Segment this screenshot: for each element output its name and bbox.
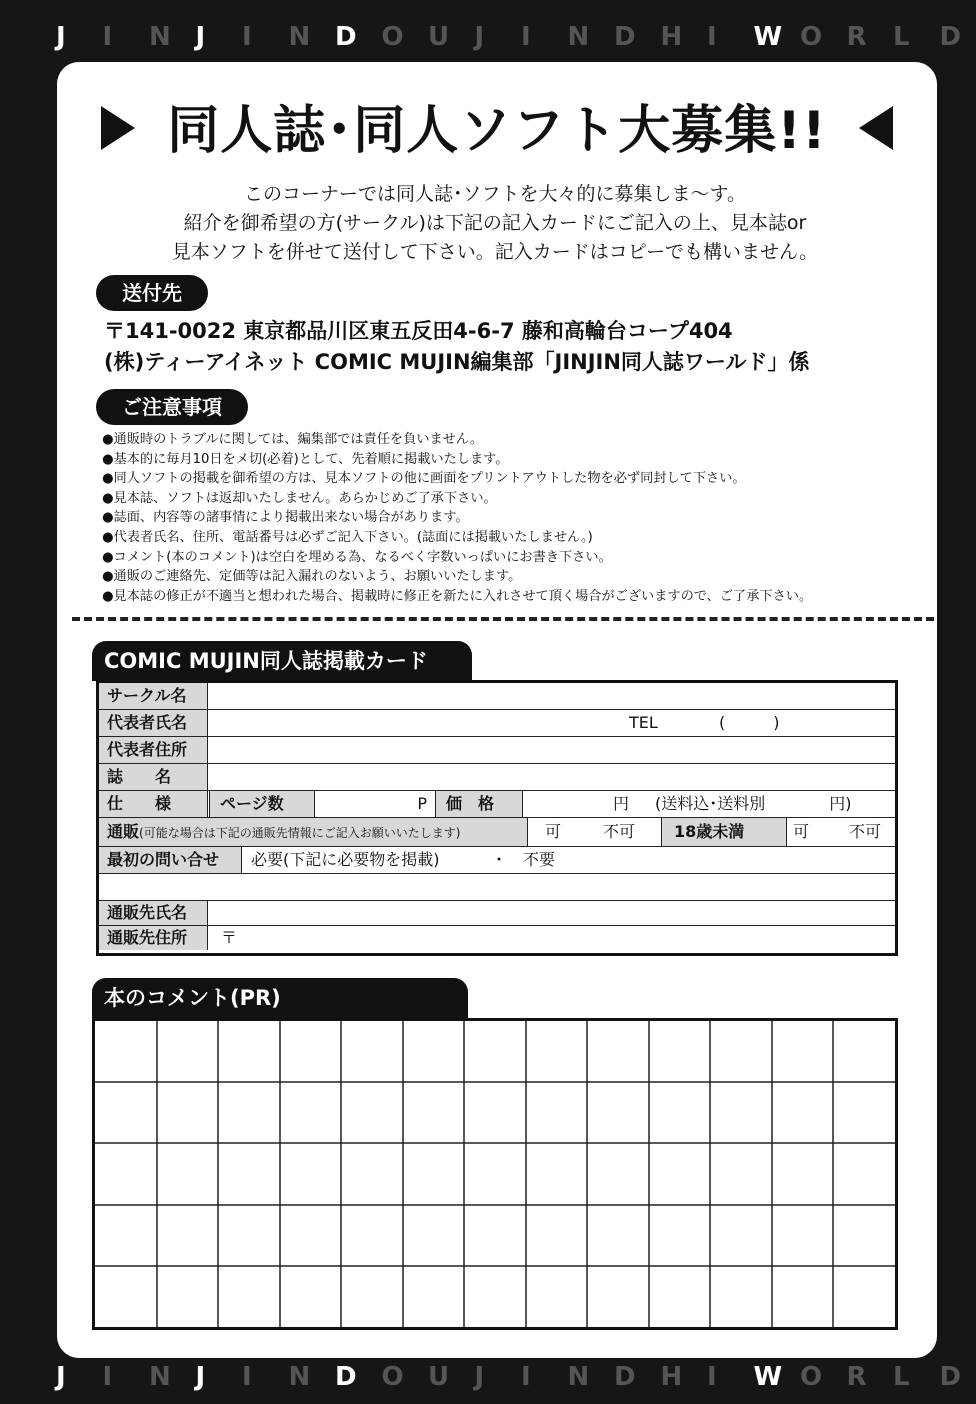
magazine-label: 誌 名: [99, 764, 208, 790]
band-letter: J: [474, 1362, 485, 1392]
entry-card: [96, 680, 898, 956]
band-letter: J: [56, 1362, 66, 1392]
not-required-option[interactable]: 不要: [523, 850, 556, 869]
comment-grid-lines: [95, 1021, 895, 1327]
card-title: COMIC MUJIN同人誌掲載カード: [92, 641, 472, 681]
intro-line: 紹介を御希望の方(サークル)は下記の記入カードにご記入の上、見本誌or: [183, 212, 807, 234]
circle-field[interactable]: [211, 683, 895, 709]
band-letter: I: [242, 22, 252, 52]
mailorder-ok[interactable]: 可: [545, 822, 562, 841]
band-letter: I: [707, 22, 717, 52]
band-letter: U: [428, 22, 450, 52]
band-letter: N: [288, 1362, 311, 1392]
intro-line: 見本ソフトを併せて送付して下さい。記入カードはコピーでも構いません。: [171, 241, 819, 263]
send-address-1: 〒141-0022 東京都品川区東五反田4-6-7 藤和高輪台コープ404: [104, 319, 733, 343]
band-letter: I: [102, 22, 113, 52]
band-letter: D: [614, 22, 636, 52]
send-label: 送付先: [96, 275, 208, 311]
rep-name-field[interactable]: [211, 710, 611, 736]
under18-ok[interactable]: 可: [793, 822, 810, 841]
band-letter: O: [800, 1362, 823, 1392]
rep-addr-field[interactable]: [211, 737, 895, 763]
arrow-right-icon: [101, 106, 135, 150]
row-magazine: [99, 764, 895, 791]
band-letter: U: [428, 1362, 450, 1392]
circle-label: サークル名: [99, 683, 208, 709]
caution-label: ご注意事項: [96, 389, 248, 425]
band-letter: D: [939, 22, 962, 52]
pages-label: ページ数: [209, 791, 315, 817]
yen-unit: 円: [612, 794, 629, 813]
arrow-left-icon: [859, 106, 893, 150]
row-rep-addr: [99, 737, 895, 764]
caution-item: ●通販時のトラブルに関しては、編集部では責任を負いません。: [102, 432, 484, 447]
mailorder-note: (可能な場合は下記の通販先情報にご記入お願いいたします): [139, 826, 461, 840]
band-letter: J: [56, 22, 66, 52]
band-letter: H: [660, 1362, 683, 1392]
footer-band: [0, 1358, 976, 1404]
caution-item: ●誌面、内容等の諸事情により掲載出来ない場合があります。: [102, 510, 469, 526]
row-mailorder: [99, 818, 895, 847]
band-letter: L: [893, 22, 910, 52]
ship-name-label: 通販先氏名: [99, 901, 208, 925]
band-letter: R: [846, 22, 867, 52]
row-free: [99, 874, 895, 901]
pages-field[interactable]: [315, 791, 427, 817]
band-letter: D: [335, 22, 357, 52]
row-ship-name: [99, 901, 895, 926]
under18-ng[interactable]: 不可: [849, 822, 882, 841]
row-rep-name: [99, 710, 895, 737]
ship-addr-label: 通販先住所: [99, 926, 208, 950]
row-circle: [99, 683, 895, 710]
band-letter: L: [893, 1362, 910, 1392]
price-field[interactable]: [529, 791, 629, 817]
band-letter: N: [567, 22, 590, 52]
required-items-field[interactable]: [99, 874, 895, 900]
mailorder-label: [99, 818, 528, 846]
mailorder-ng[interactable]: 不可: [603, 822, 636, 841]
caution-item: ●同人ソフトの掲載を御希望の方は、見本ソフトの他に画面をプリントアウトした物を必ず同封して下さい。: [102, 471, 746, 487]
band-letter: I: [102, 1362, 113, 1392]
mailorder-title: 通販: [107, 822, 140, 841]
band-letter: O: [800, 22, 823, 52]
band-letter: H: [660, 22, 683, 52]
band-letter: W: [753, 1362, 783, 1392]
tel-field[interactable]: ( ): [719, 713, 780, 732]
intro-text: [100, 180, 890, 267]
required-option[interactable]: 必要(下記に必要物を掲載): [251, 850, 440, 869]
ship-name-field[interactable]: [211, 901, 895, 925]
band-letter: I: [242, 1362, 252, 1392]
band-letter: J: [195, 1362, 206, 1392]
band-letter: J: [474, 22, 485, 52]
band-letter: N: [288, 22, 311, 52]
rep-name-label: 代表者氏名: [99, 710, 208, 736]
band-letter: J: [195, 22, 206, 52]
band-letter: I: [521, 1362, 531, 1392]
under18-label: 18歳未満: [661, 818, 787, 846]
caution-item: ●代表者氏名、住所、電話番号は必ずご記入下さい。(誌面には掲載いたしません。): [102, 529, 593, 545]
postal-mark: 〒: [221, 928, 238, 947]
caution-item: ●見本誌、ソフトは返却いたしません。あらかじめご了承下さい。: [102, 490, 497, 506]
band-letter: N: [149, 1362, 171, 1392]
band-letter: I: [521, 22, 531, 52]
cut-line: [72, 617, 934, 621]
caution-list: [102, 430, 902, 606]
row-ship-addr: [99, 926, 895, 950]
send-address-2: (株)ティーアイネット COMIC MUJIN編集部「JINJIN同人誌ワールド」係: [104, 350, 810, 374]
comment-grid[interactable]: [92, 1018, 898, 1330]
magazine-field[interactable]: [211, 764, 895, 790]
shipping-field[interactable]: (送料込･送料別 円): [655, 794, 852, 813]
band-letter: N: [567, 1362, 590, 1392]
caution-item: ●通販のご連絡先、定価等は記入漏れのないよう、お願いいたします。: [102, 569, 522, 585]
header-band: [0, 18, 976, 64]
caution-item: ●コメント(本のコメント)は空白を埋める為、なるべく字数いっぱいにお書き下さい。: [102, 549, 612, 565]
band-letter: D: [335, 1362, 357, 1392]
band-letter: D: [614, 1362, 636, 1392]
pages-unit: P: [417, 794, 427, 813]
page-title: 同人誌･同人ソフト大募集!!: [167, 101, 827, 161]
tel-label: TEL: [629, 713, 658, 732]
comment-title: 本のコメント(PR): [92, 978, 468, 1018]
first-inquiry-label: 最初の問い合せ: [99, 847, 242, 873]
band-letter: W: [753, 22, 783, 52]
price-label: 価 格: [435, 791, 523, 817]
row-first-inquiry: [99, 847, 895, 874]
band-letter: O: [381, 22, 404, 52]
row-spec: [99, 791, 895, 818]
band-letter: N: [149, 22, 171, 52]
intro-line: このコーナーでは同人誌･ソフトを大々的に募集しま～す。: [244, 183, 746, 205]
band-letter: I: [707, 1362, 717, 1392]
band-letter: D: [939, 1362, 962, 1392]
separator-dot: ･: [495, 850, 504, 869]
spec-label: 仕 様: [99, 791, 208, 817]
caution-item: ●基本的に毎月10日をメ切(必着)として、先着順に掲載いたします。: [102, 451, 509, 467]
caution-item: ●見本誌の修正が不適当と想われた場合、掲載時に修正を新たに入れさせて頂く場合がございますので、ご了承下さい。: [102, 588, 813, 604]
band-letter: R: [846, 1362, 867, 1392]
band-letter: O: [381, 1362, 404, 1392]
rep-addr-label: 代表者住所: [99, 737, 208, 763]
banner: [97, 92, 897, 170]
